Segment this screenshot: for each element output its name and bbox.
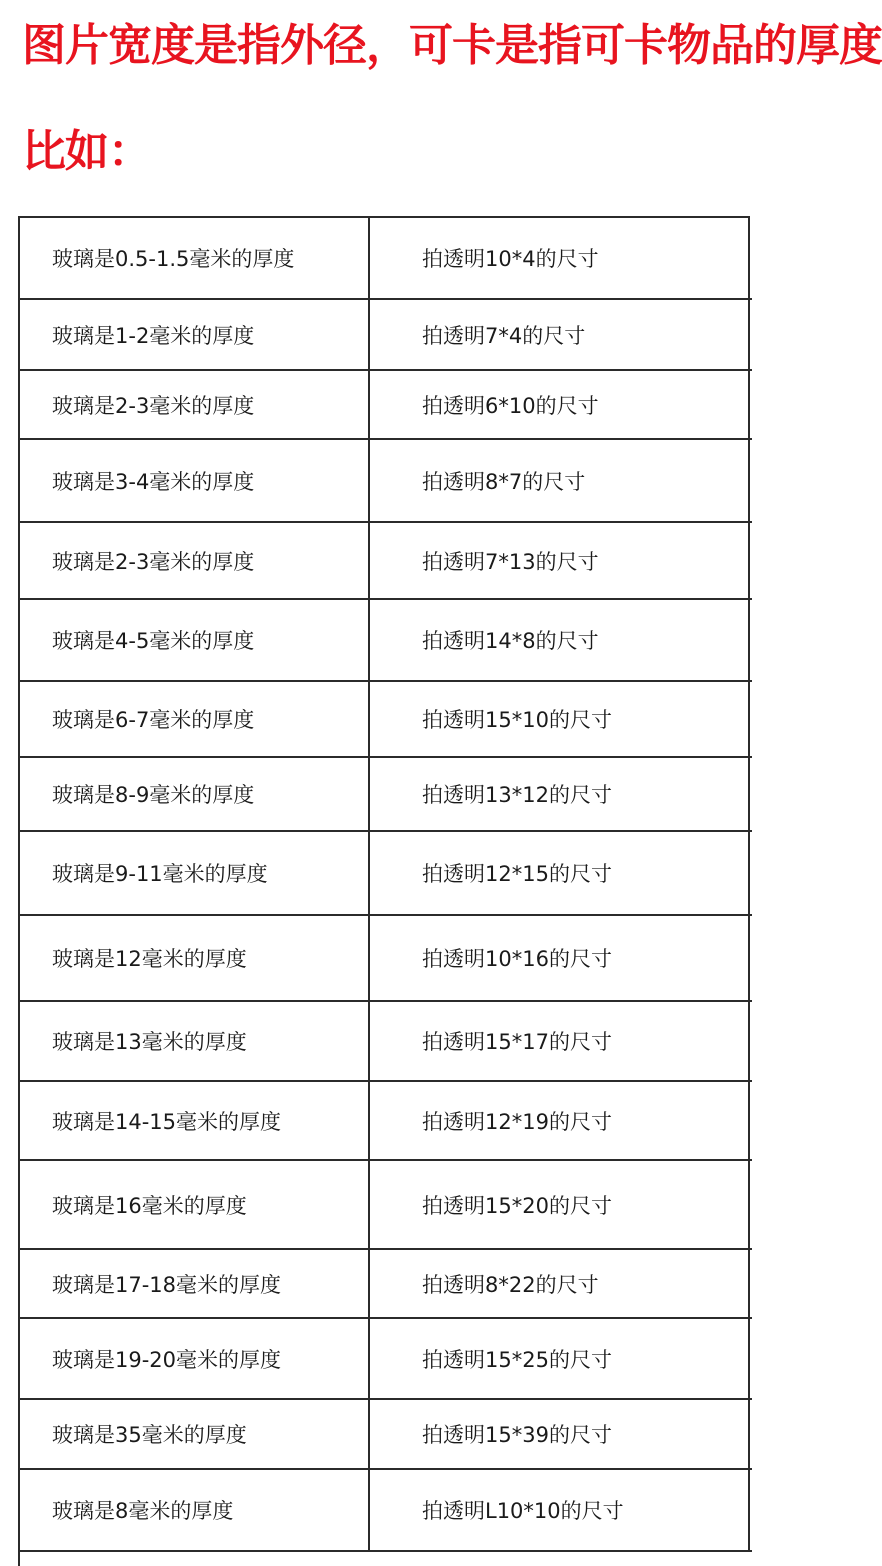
size-cell: 拍透明8*7的尺寸	[370, 440, 750, 521]
size-cell: 拍透明7*4的尺寸	[370, 300, 750, 369]
thickness-cell: 玻璃是4-5毫米的厚度	[20, 600, 370, 680]
table-row	[20, 758, 752, 832]
thickness-cell: 玻璃是14-15毫米的厚度	[20, 1082, 370, 1159]
size-cell: 拍透明13*12的尺寸	[370, 758, 750, 830]
table-row	[20, 523, 752, 600]
size-cell: 拍透明6*10的尺寸	[370, 371, 750, 438]
thickness-cell: 玻璃是35毫米的厚度	[20, 1400, 370, 1468]
thickness-cell: 玻璃是9-11毫米的厚度	[20, 832, 370, 914]
table-row	[20, 1082, 752, 1161]
thickness-cell: 玻璃是2-3毫米的厚度	[20, 371, 370, 438]
size-cell: 拍透明15*20的尺寸	[370, 1161, 750, 1248]
thickness-cell: 玻璃是12毫米的厚度	[20, 916, 370, 1000]
size-cell: 拍透明15*17的尺寸	[370, 1002, 750, 1080]
size-cell: 拍透明8*22的尺寸	[370, 1250, 750, 1317]
thickness-cell: 玻璃是0.5-1.5毫米的厚度	[20, 218, 370, 298]
size-cell: 拍透明15*10的尺寸	[370, 682, 750, 756]
size-cell: 拍透明7*13的尺寸	[370, 523, 750, 598]
table-row	[20, 1400, 752, 1470]
thickness-cell: 玻璃是13毫米的厚度	[20, 1002, 370, 1080]
table-row	[20, 916, 752, 1002]
thickness-cell: 玻璃是3-4毫米的厚度	[20, 440, 370, 521]
size-cell: 拍透明12*19的尺寸	[370, 1082, 750, 1159]
table-row	[20, 1002, 752, 1082]
size-cell: 拍透明15*25的尺寸	[370, 1319, 750, 1398]
table-row	[20, 682, 752, 758]
size-cell: 拍透明12*15的尺寸	[370, 832, 750, 914]
size-cell: 拍透明10*16的尺寸	[370, 916, 750, 1000]
table-row	[20, 1319, 752, 1400]
size-cell: 拍透明10*4的尺寸	[370, 218, 750, 298]
table-row	[20, 600, 752, 682]
size-cell: 拍透明15*39的尺寸	[370, 1400, 750, 1468]
thickness-cell: 玻璃是19-20毫米的厚度	[20, 1319, 370, 1398]
thickness-cell: 玻璃是6-7毫米的厚度	[20, 682, 370, 756]
size-cell: 拍透明14*8的尺寸	[370, 600, 750, 680]
header-line-2: 比如：	[22, 126, 151, 177]
header-line-1: 图片宽度是指外径，可卡是指可卡物品的厚度	[22, 20, 882, 71]
size-table	[18, 216, 750, 1566]
table-row	[20, 300, 752, 371]
table-row	[20, 1161, 752, 1250]
table-row	[20, 1250, 752, 1319]
table-row	[20, 218, 752, 300]
thickness-cell: 玻璃是1-2毫米的厚度	[20, 300, 370, 369]
table-row	[20, 832, 752, 916]
thickness-cell: 玻璃是8毫米的厚度	[20, 1470, 370, 1550]
size-cell: 拍透明L10*10的尺寸	[370, 1470, 750, 1550]
table-row	[20, 440, 752, 523]
thickness-cell: 玻璃是16毫米的厚度	[20, 1161, 370, 1248]
thickness-cell: 玻璃是2-3毫米的厚度	[20, 523, 370, 598]
table-row	[20, 371, 752, 440]
thickness-cell: 玻璃是8-9毫米的厚度	[20, 758, 370, 830]
thickness-cell: 玻璃是17-18毫米的厚度	[20, 1250, 370, 1317]
table-row	[20, 1470, 752, 1552]
